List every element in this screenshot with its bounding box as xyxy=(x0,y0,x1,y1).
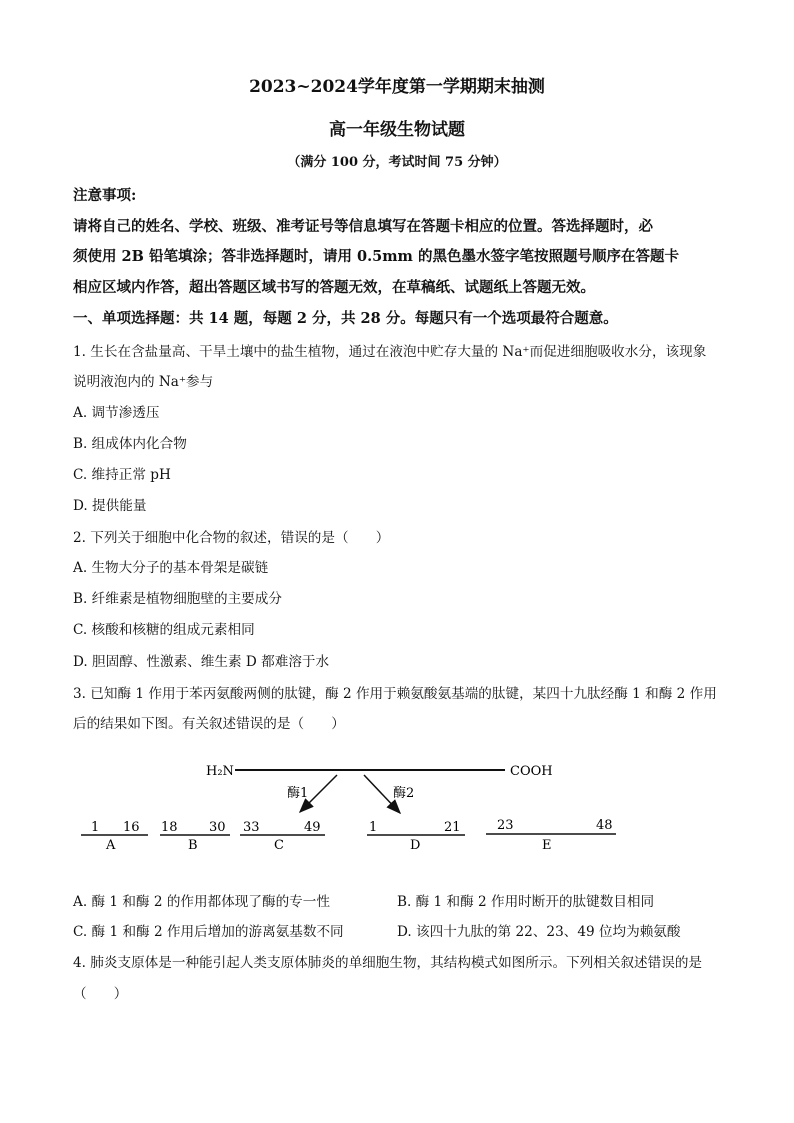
question-1-stem: 1. 生长在含盐量高、干旱土壤中的盐生植物，通过在液泡中贮存大量的 Na⁺而促进细胞吸收水分，该现象 xyxy=(73,344,707,360)
fragment-c-end: 49 xyxy=(304,820,321,835)
question-2-option-c: C. 核酸和核糖的组成元素相同 xyxy=(73,622,255,638)
fragment-e-label: E xyxy=(542,838,552,853)
peptide-cleavage-diagram xyxy=(60,750,660,860)
question-2-option-a: A. 生物大分子的基本骨架是碳链 xyxy=(73,560,269,576)
notice-line: 相应区域内作答，超出答题区域书写的答题无效，在草稿纸、试题纸上答题无效。 xyxy=(73,279,595,296)
fragment-b-end: 30 xyxy=(209,820,226,835)
enzyme1-label: 酶1 xyxy=(287,786,309,801)
question-1-option-b: B. 组成体内化合物 xyxy=(73,436,187,452)
question-2-option-d: D. 胆固醇、性激素、维生素 D 都难溶于水 xyxy=(73,654,330,670)
question-3-stem: 后的结果如下图。有关叙述错误的是（ ） xyxy=(73,716,345,732)
exam-title: 2023~2024学年度第一学期期末抽测 xyxy=(249,77,545,97)
fragment-b-label: B xyxy=(188,838,198,853)
fragment-c-start: 33 xyxy=(243,820,260,835)
fragment-a-end: 16 xyxy=(123,820,140,835)
question-2-stem: 2. 下列关于细胞中化合物的叙述，错误的是（ ） xyxy=(73,530,390,546)
question-3-option-b: B. 酶 1 和酶 2 作用时断开的肽键数目相同 xyxy=(397,894,655,910)
question-1-option-c: C. 维持正常 pH xyxy=(73,467,171,483)
question-3-stem: 3. 已知酶 1 作用于苯丙氨酸两侧的肽键，酶 2 作用于赖氨酸氨基端的肽键，某四十九肽经酶 1 和酶 2 作用 xyxy=(73,686,717,702)
question-3-option-c: C. 酶 1 和酶 2 作用后增加的游离氨基数不同 xyxy=(73,924,344,940)
question-1-option-d: D. 提供能量 xyxy=(73,498,147,514)
question-1-stem: 说明液泡内的 Na⁺参与 xyxy=(73,374,214,390)
section-heading: 一、单项选择题：共 14 题，每题 2 分，共 28 分。每题只有一个选项最符合题意。 xyxy=(73,310,618,327)
fragment-e-end: 48 xyxy=(596,818,613,833)
question-3-option-d: D. 该四十九肽的第 22、23、49 位均为赖氨酸 xyxy=(397,924,681,940)
notice-line: 请将自己的姓名、学校、班级、准考证号等信息填写在答题卡相应的位置。答选择题时，必 xyxy=(73,218,653,235)
question-2-option-b: B. 纤维素是植物细胞壁的主要成分 xyxy=(73,591,282,607)
fragment-d-start: 1 xyxy=(369,820,378,835)
exam-subject-title: 高一年级生物试题 xyxy=(329,120,465,140)
fragment-a-label: A xyxy=(106,838,116,853)
notice-line: 须使用 2B 铅笔填涂；答非选择题时，请用 0.5mm 的黑色墨水签字笔按照题号顺序在答题卡 xyxy=(73,248,679,265)
amino-terminus-label: H₂N xyxy=(206,764,234,779)
enzyme2-label: 酶2 xyxy=(393,786,415,801)
question-1-option-a: A. 调节渗透压 xyxy=(73,405,160,421)
carboxyl-terminus-label: COOH xyxy=(510,764,553,779)
notice-heading: 注意事项: xyxy=(73,187,137,204)
question-4-stem: 4. 肺炎支原体是一种能引起人类支原体肺炎的单细胞生物，其结构模式如图所示。下列相关叙述错误的是 xyxy=(73,955,703,971)
question-3-option-a: A. 酶 1 和酶 2 的作用都体现了酶的专一性 xyxy=(73,894,330,910)
fragment-b-start: 18 xyxy=(161,820,178,835)
exam-info: （满分 100 分，考试时间 75 分钟） xyxy=(287,155,507,170)
fragment-d-end: 21 xyxy=(444,820,461,835)
fragment-a-start: 1 xyxy=(91,820,100,835)
fragment-d-label: D xyxy=(410,838,421,853)
fragment-c-label: C xyxy=(274,838,284,853)
fragment-e-start: 23 xyxy=(497,818,514,833)
question-4-stem: （ ） xyxy=(73,986,128,1002)
